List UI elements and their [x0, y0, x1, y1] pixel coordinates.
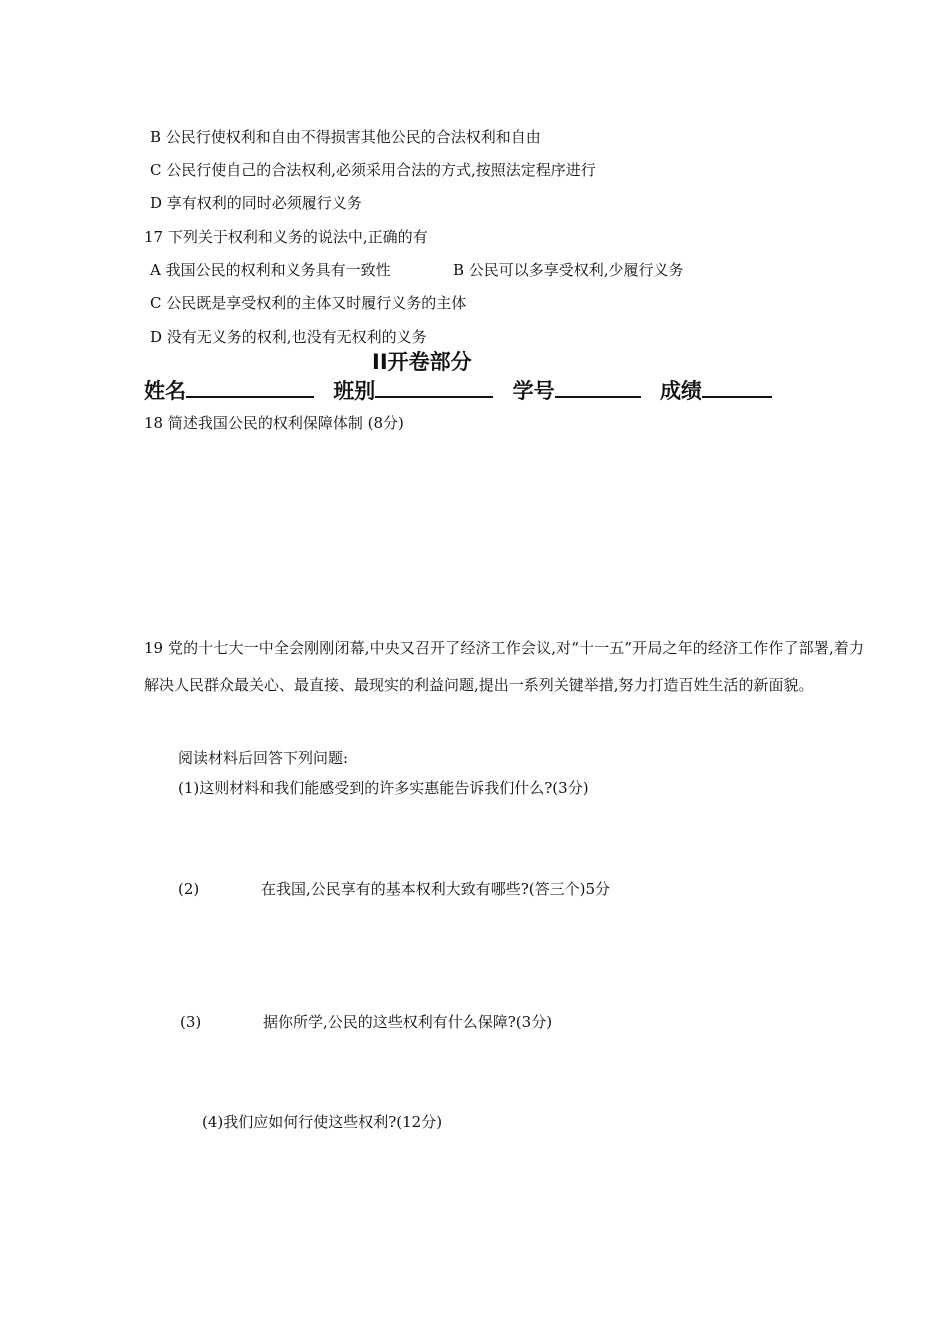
q17-option-c: C 公民既是享受权利的主体又时履行义务的主体 — [150, 294, 467, 312]
id-blank[interactable] — [555, 374, 641, 398]
q19-material: 19 党的十七大一中全会刚刚闭幕,中央又召开了经济工作会议,对“十一五”开局之年的经济工作作了部署,着力解决人民群众最关心、最直接、最现实的利益问题,提出一系列关键举措,努力打造百姓生活的新面貌。 — [144, 639, 864, 694]
q19-sub3-text: 据你所学,公民的这些权利有什么保障?(3分) — [263, 1013, 553, 1031]
class-label: 班别 — [333, 379, 376, 403]
section-title: II开卷部分 — [372, 350, 472, 374]
q17-stem: 17 下列关于权利和义务的说法中,正确的有 — [144, 228, 428, 246]
score-label: 成绩 — [659, 379, 702, 403]
name-label: 姓名 — [144, 379, 186, 403]
q17-option-a: A 我国公民的权利和义务具有一致性 — [150, 261, 391, 279]
q19-instruction: 阅读材料后回答下列问题: — [178, 749, 349, 767]
class-blank[interactable] — [375, 374, 493, 398]
q16-option-d: D 享有权利的同时必须履行义务 — [150, 194, 362, 212]
score-blank[interactable] — [702, 374, 772, 398]
q16-option-c: C 公民行使自己的合法权利,必须采用合法的方式,按照法定程序进行 — [150, 161, 596, 179]
q17-option-d: D 没有无义务的权利,也没有无权利的义务 — [150, 328, 427, 346]
q19-sub4: (4)我们应如何行使这些权利?(12分) — [202, 1113, 443, 1131]
name-blank[interactable] — [186, 374, 314, 398]
q18-stem: 18 简述我国公民的权利保障体制 (8分) — [144, 414, 404, 432]
q19-sub2-number: (2) — [178, 880, 200, 898]
q19-sub2-text: 在我国,公民享有的基本权利大致有哪些?(答三个)5分 — [261, 880, 611, 898]
q16-option-b: B 公民行使权利和自由不得损害其他公民的合法权利和自由 — [150, 128, 541, 146]
q19-sub3-number: (3) — [180, 1013, 202, 1031]
id-label: 学号 — [512, 379, 555, 403]
student-info-line — [144, 374, 772, 405]
q17-option-b: B 公民可以多享受权利,少履行义务 — [453, 261, 684, 279]
q19-sub1: (1)这则材料和我们能感受到的许多实惠能告诉我们什么?(3分) — [178, 779, 589, 797]
